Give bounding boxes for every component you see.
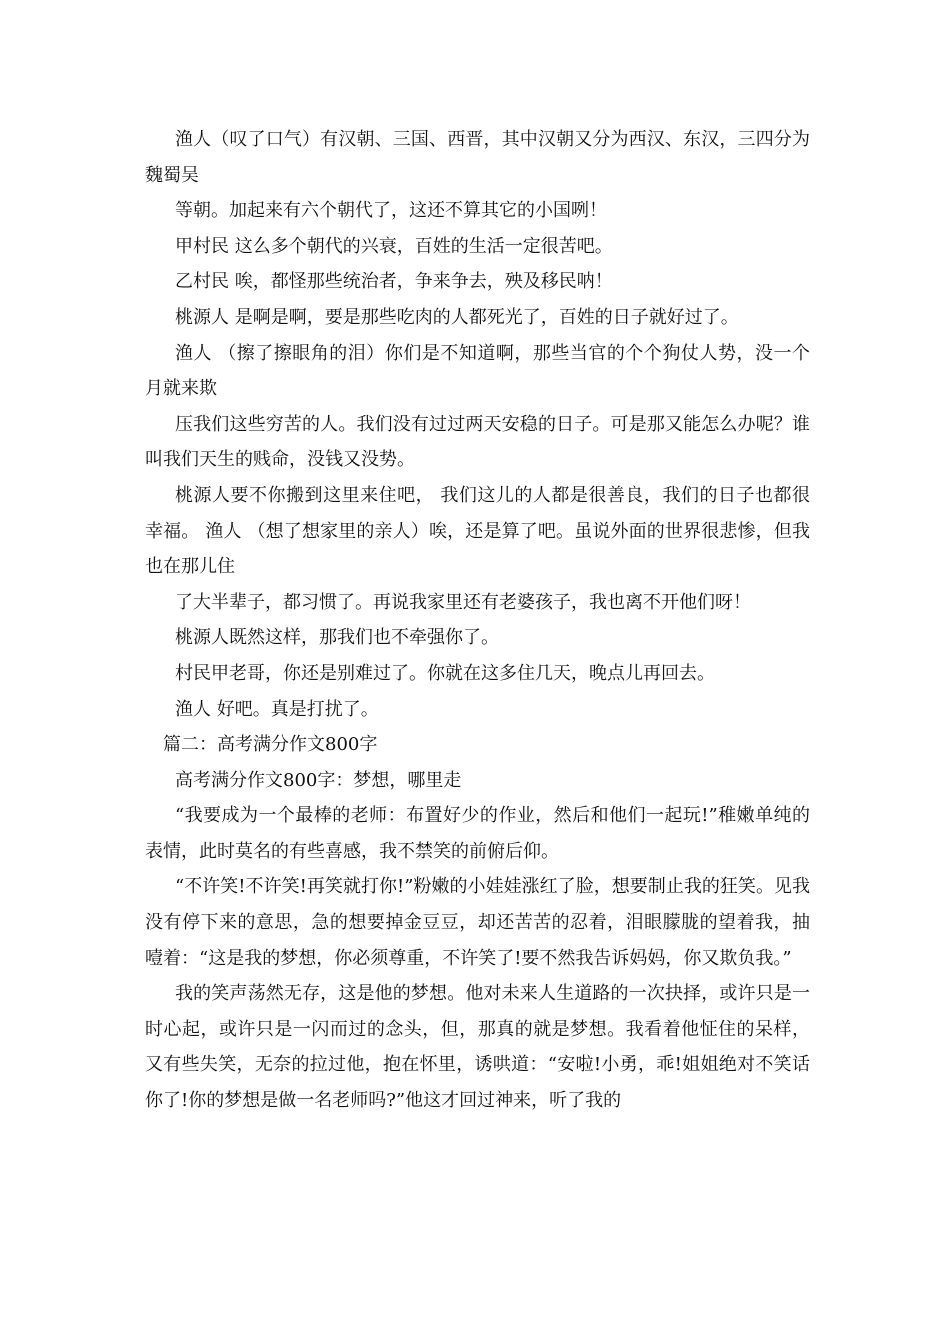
paragraph-12: 渔人 好吧。真是打扰了。 <box>175 698 379 720</box>
paragraph-4: 乙村民 唉，都怪那些统治者，争来争去，殃及移民呐！ <box>175 271 613 293</box>
paragraph-17: 我的笑声荡然无存，这是他的梦想。他对未来人生道路的一次抉择，或许只是一时心起，或许只是一闪而过的念头，但，那真的就是梦想。我看着他怔住的呆样，又有些失笑，无奈的拉过他，抱在怀里，诱哄道：“安啦!小勇，乖!姐姐绝对不笑话你了!你的梦想是做一名老师吗?”他这才回过神来，听了我的 <box>145 983 810 1112</box>
paragraph-2: 等朝。加起来有六个朝代了，这还不算其它的小国咧！ <box>175 200 607 222</box>
paragraph-11: 村民甲老哥，你还是别难过了。你就在这多住几天，晚点儿再回去。 <box>175 662 715 684</box>
paragraph-8: 桃源人要不你搬到这里来住吧， 我们这儿的人都是很善良，我们的日子也都很幸福。 渔人 （想了想家里的亲人）唉，还是算了吧。虽说外面的世界很悲惨，但我也在那儿住 <box>145 484 810 578</box>
document-body <box>145 122 810 1119</box>
paragraph-10: 桃源人既然这样，那我们也不牵强你了。 <box>175 627 499 649</box>
section-heading: 篇二：高考满分作文800字 <box>163 734 378 756</box>
paragraph-7: 压我们这些穷苦的人。我们没有过过两天安稳的日子。可是那又能怎么办呢？谁叫我们天生的贱命，没钱又没势。 <box>145 413 810 471</box>
paragraph-6: 渔人 （擦了擦眼角的泪）你们是不知道啊，那些当官的个个狗仗人势，没一个月就来欺 <box>145 342 810 400</box>
essay-title: 高考满分作文800字：梦想，哪里走 <box>175 769 462 791</box>
paragraph-1: 渔人（叹了口气）有汉朝、三国、西晋，其中汉朝又分为西汉、东汉，三四分为魏蜀吴 <box>145 129 810 186</box>
paragraph-16: “不许笑!不许笑!再笑就打你!”粉嫩的小娃娃涨红了脸，想要制止我的狂笑。见我没有停下来的意思，急的想要掉金豆豆，却还苦苦的忍着，泪眼朦胧的望着我，抽噎着：“这是我的梦想，你必须尊重，不许笑了!要不然我告诉妈妈，你又欺负我。” <box>145 876 810 969</box>
paragraph-15: “我要成为一个最棒的老师：布置好少的作业，然后和他们一起玩!”稚嫩单纯的表情，此时莫名的有些喜感，我不禁笑的前俯后仰。 <box>145 805 810 862</box>
paragraph-3: 甲村民 这么多个朝代的兴衰，百姓的生活一定很苦吧。 <box>175 235 613 257</box>
paragraph-9: 了大半辈子，都习惯了。再说我家里还有老婆孩子，我也离不开他们呀！ <box>175 591 751 613</box>
paragraph-5: 桃源人 是啊是啊，要是那些吃肉的人都死光了，百姓的日子就好过了。 <box>175 306 739 328</box>
